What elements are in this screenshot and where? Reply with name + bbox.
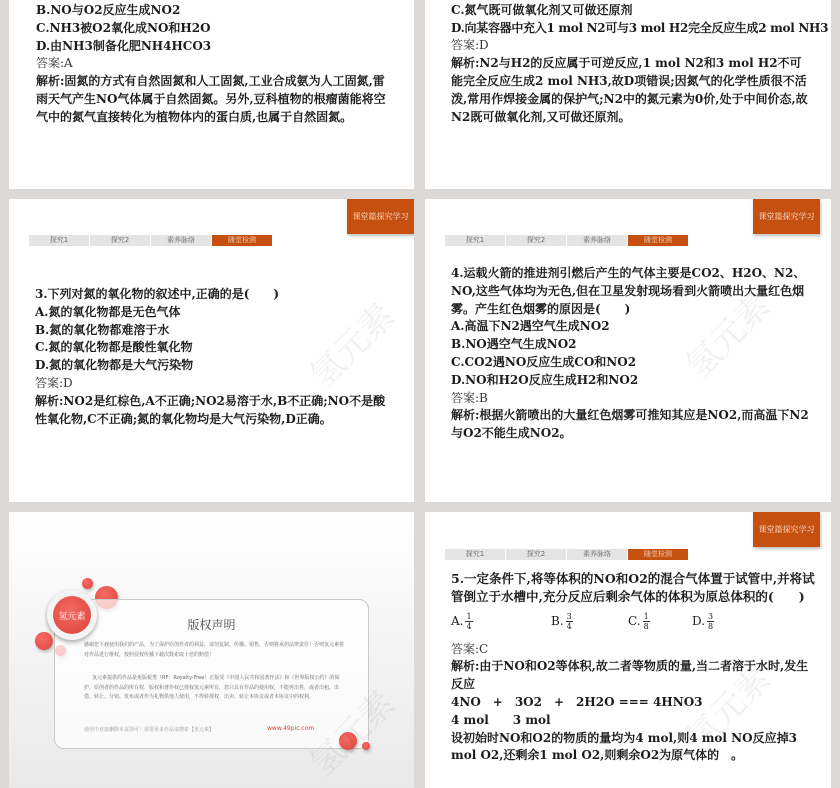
question: 4.运载火箭的推进剂引燃后产生的气体主要是CO2、H2O、N2、NO,这些气体均为无色,但在卫星发射现场看到火箭喷出大量红色烟雾。产生红色烟雾的原因是( )	[451, 266, 806, 316]
option-a: A. $\frac{1}{4}$	[451, 612, 472, 632]
copyright-box	[54, 599, 369, 749]
equation: 4NO + 3O2 + 2H2O === 4HNO3	[451, 694, 703, 709]
option-d: D.向某容器中充入1 mol N2可与3 mol H2完全反应生成2 mol NH3	[451, 20, 829, 35]
copyright-para-2: 氢元素提供的作品是免版税类（RF：Royalty-Free）正版受《中国人民共和国著作法》和《世界版权公约》的保护，原创者的作品的所有权、版权和著作权已授权氢元素所有，您只具有作品的使用权，不能再出售，或者出租、出借、转让、分销、发布或者作为礼物供他人使用，不得转授权、出卖、转让本协议或者本协议中的权利。	[84, 675, 340, 700]
slide-content	[36, 2, 396, 127]
tab-literacy[interactable]: 素养脉络	[567, 235, 627, 246]
option-d: D.NO和H2O反应生成H2和NO2	[451, 372, 639, 387]
copyright-url[interactable]: www.49pic.com	[267, 725, 315, 732]
section-badge: 课堂篇探究学习	[753, 199, 820, 234]
question: 3.下列对氮的氧化物的叙述中,正确的是( )	[35, 287, 280, 301]
analysis-calc: 设初始时NO和O2的物质的量均为4 mol,则4 mol NO反应掉3 mol O2,还剩余1 mol O2,则剩余O2为原气体的 。	[451, 730, 797, 763]
tab-quiz[interactable]: 随堂检测	[628, 235, 688, 246]
option-b: B.NO与O2反应生成NO2	[36, 3, 181, 17]
tab-literacy[interactable]: 素养脉络	[151, 235, 211, 246]
slide-content	[451, 0, 829, 126]
option-a: A.氮的氧化物都是无色气体	[35, 304, 181, 319]
analysis-intro: 解析:由于NO和O2等体积,故二者等物质的量,当二者溶于水时,发生反应	[451, 659, 809, 692]
decor-circle	[35, 632, 53, 650]
option-c: C.NH3被O2氧化成NO和H2O	[36, 20, 211, 35]
option-b: B.氮的氧化物都难溶于水	[35, 322, 170, 337]
answer: 答案:D	[35, 375, 73, 390]
copyright-title: 版权声明	[187, 618, 236, 632]
fraction: $\frac{1}{4}$	[466, 612, 472, 632]
slide-content	[451, 570, 815, 765]
section-tabs	[445, 235, 688, 246]
option-b: B. $\frac{3}{4}$	[551, 612, 572, 632]
watermark: 氢元素	[678, 658, 779, 760]
option-d: D.由NH3制备化肥NH4HCO3	[36, 38, 212, 53]
decor-circle	[82, 578, 93, 589]
option-c: C.氮的氧化物都是酸性氧化物	[35, 340, 193, 355]
fraction: $\frac{3}{4}$	[566, 612, 572, 632]
slide-copyright[interactable]	[9, 512, 414, 788]
tab-literacy[interactable]: 素养脉络	[567, 549, 627, 560]
analysis: 解析:根据火箭喷出的大量红色烟雾可推知其应是NO2,而高温下N2与O2不能生成NO2。	[451, 408, 809, 441]
fraction: $\frac{3}{8}$	[708, 612, 714, 632]
slide-content	[35, 286, 395, 428]
brand-logo: 氢元素	[53, 596, 91, 634]
copyright-para-1: 感谢您下载使用我们的产品，为了保护原创作者的利益，请勿复制、传播、销售，否则将承担法律责任！否则氢元素将对作品进行维权，按照侵权传播下载次数索取十倍的赔偿！	[84, 642, 345, 658]
tab-explore-1[interactable]: 探究1	[445, 235, 505, 246]
tab-quiz[interactable]: 随堂检测	[628, 549, 688, 560]
answer: 答案:C	[451, 641, 489, 656]
analysis: 解析:NO2是红棕色,A不正确;NO2易溶于水,B不正确;NO不是酸性氧化物,C不正确;氮的氧化物均是大气污染物,D正确。	[35, 393, 386, 426]
watermark: 氢元素	[678, 285, 779, 387]
analysis: 解析:固氮的方式有自然固氮和人工固氮,工业合成氨为人工固氮,雷雨天气产生NO气体属于自然固氮。另外,豆科植物的根瘤菌能将空气中的氮气直接转化为植物体内的蛋白质,也属于自然固氮。	[36, 74, 386, 124]
slide-q3[interactable]	[9, 199, 414, 502]
tab-explore-2[interactable]: 探究2	[90, 235, 150, 246]
option-d: D. $\frac{3}{8}$	[692, 612, 714, 632]
option-b: B.NO遇空气生成NO2	[451, 337, 577, 352]
option-c: C.氮气既可做氧化剂又可做还原剂	[451, 2, 633, 17]
decor-circle	[362, 742, 370, 750]
decor-circle	[339, 732, 357, 750]
copyright-footer: 使用中直接删除本页即可！需要更多作品请搜索【氢元素】	[84, 727, 215, 733]
question: 5.一定条件下,将等体积的NO和O2的混合气体置于试管中,并将试管倒立于水槽中,充分反应后剩余气体的体积为原总体积的( )	[451, 571, 815, 604]
tab-explore-1[interactable]: 探究1	[29, 235, 89, 246]
fraction: $\frac{1}{8}$	[643, 612, 649, 632]
slide-q2-tail[interactable]	[425, 0, 831, 189]
slide-q4[interactable]	[425, 199, 831, 502]
section-tabs	[445, 549, 688, 560]
answer: 答案:D	[451, 38, 489, 53]
option-a: A.高温下N2遇空气生成NO2	[451, 319, 610, 334]
options-row	[451, 609, 815, 635]
slide-q5[interactable]	[425, 512, 831, 788]
tab-explore-2[interactable]: 探究2	[506, 235, 566, 246]
tab-explore-2[interactable]: 探究2	[506, 549, 566, 560]
watermark: 氢元素	[302, 295, 403, 397]
moles: 4 mol 3 mol	[451, 712, 551, 727]
section-badge: 课堂篇探究学习	[347, 199, 414, 234]
option-c: C.CO2遇NO反应生成CO和NO2	[451, 354, 637, 369]
slide-content	[451, 265, 813, 443]
option-c: C. $\frac{1}{8}$	[628, 612, 649, 632]
tab-quiz[interactable]: 随堂检测	[212, 235, 272, 246]
analysis: 解析:N2与H2的反应属于可逆反应,1 mol N2和3 mol H2不可能完全反应生成2 mol NH3,故D项错误;因氮气的化学性质很不活泼,常用作焊接金属的保护气;N2中的氮元素为0价,处于中间价态,故N2既可做氧化剂,又可做还原剂。	[451, 56, 808, 124]
answer: 答案:A	[36, 56, 73, 71]
section-badge: 课堂篇探究学习	[753, 512, 820, 547]
tab-explore-1[interactable]: 探究1	[445, 549, 505, 560]
answer: 答案:B	[451, 390, 488, 405]
option-d: D.氮的氧化物都是大气污染物	[35, 358, 194, 373]
section-tabs	[29, 235, 272, 246]
slide-q1-tail[interactable]	[9, 0, 414, 189]
